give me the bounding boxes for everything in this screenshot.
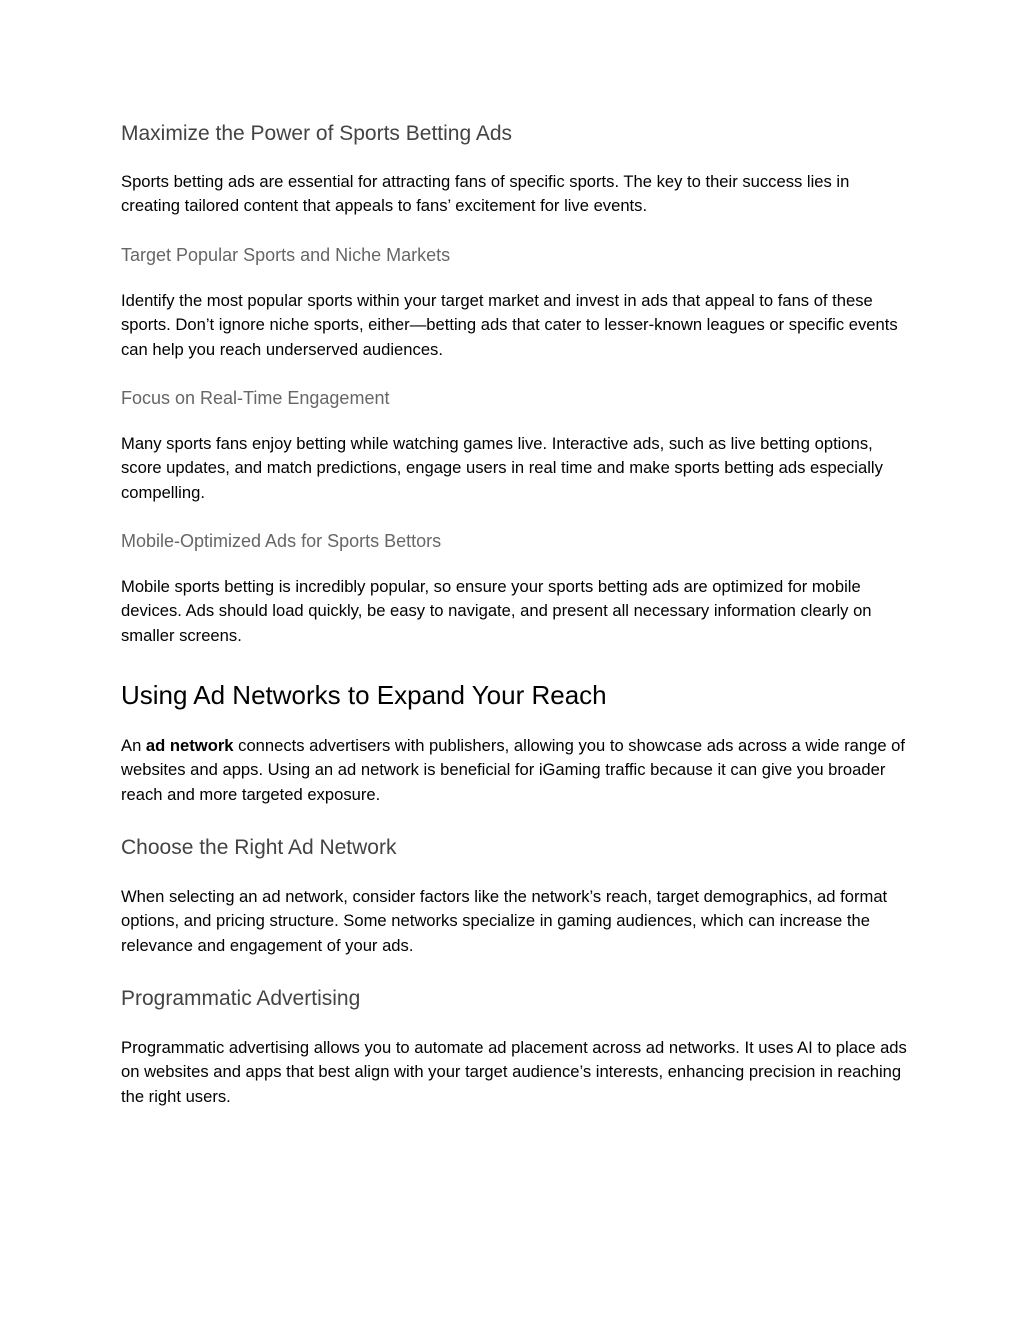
subheading-choose-ad-network: Choose the Right Ad Network [121, 836, 397, 859]
section-heading-ad-networks: Using Ad Networks to Expand Your Reach [121, 680, 607, 710]
section-heading-sports-betting-ads: Maximize the Power of Sports Betting Ads [121, 122, 513, 145]
subheading-programmatic-advertising: Programmatic Advertising [121, 987, 361, 1010]
paragraph-programmatic-advertising: Programmatic advertising allows you to automate ad placement across ad networks. It uses AI to place ads on websites and apps that best align with your target audience’s interests, enhancing precision in reaching the right users. [121, 1038, 907, 1106]
paragraph-ad-network-intro [121, 734, 911, 807]
paragraph-choose-ad-network: When selecting an ad network, consider factors like the network’s reach, target demographics, ad format options, and pricing structure. Some networks specialize in gaming audiences, which can increase the relevance and engagement of your ads. [121, 887, 888, 955]
subheading-target-popular-sports: Target Popular Sports and Niche Markets [121, 245, 451, 265]
intro-lead-text: An [121, 736, 146, 755]
intro-rest-text: connects advertisers with publishers, allowing you to showcase ads across a wide range of websites and apps. Using an ad network is beneficial for iGaming traffic because it can give you broader reach and more targeted exposure. [121, 736, 906, 804]
subheading-real-time-engagement: Focus on Real-Time Engagement [121, 388, 390, 408]
paragraph-target-popular-sports: Identify the most popular sports within your target market and invest in ads that appeal to fans of these sports. Don’t ignore niche sports, either—betting ads that cater to lesser-known leagues or specific events can help you reach underserved audiences. [121, 291, 898, 359]
paragraph-mobile-optimized-ads: Mobile sports betting is incredibly popular, so ensure your sports betting ads are optimized for mobile devices. Ads should load quickly, be easy to navigate, and present all necessary information clearly on smaller screens. [121, 577, 872, 645]
paragraph-real-time-engagement: Many sports fans enjoy betting while watching games live. Interactive ads, such as live betting options, score updates, and match predictions, engage users in real time and make sports betting ads especially compelling. [121, 434, 883, 502]
ad-network-term: ad network [145, 736, 234, 755]
section-intro-paragraph: Sports betting ads are essential for attracting fans of specific sports. The key to their success lies in creating tailored content that appeals to fans’ excitement for live events. [121, 172, 850, 216]
subheading-mobile-optimized-ads: Mobile-Optimized Ads for Sports Bettors [121, 531, 442, 551]
